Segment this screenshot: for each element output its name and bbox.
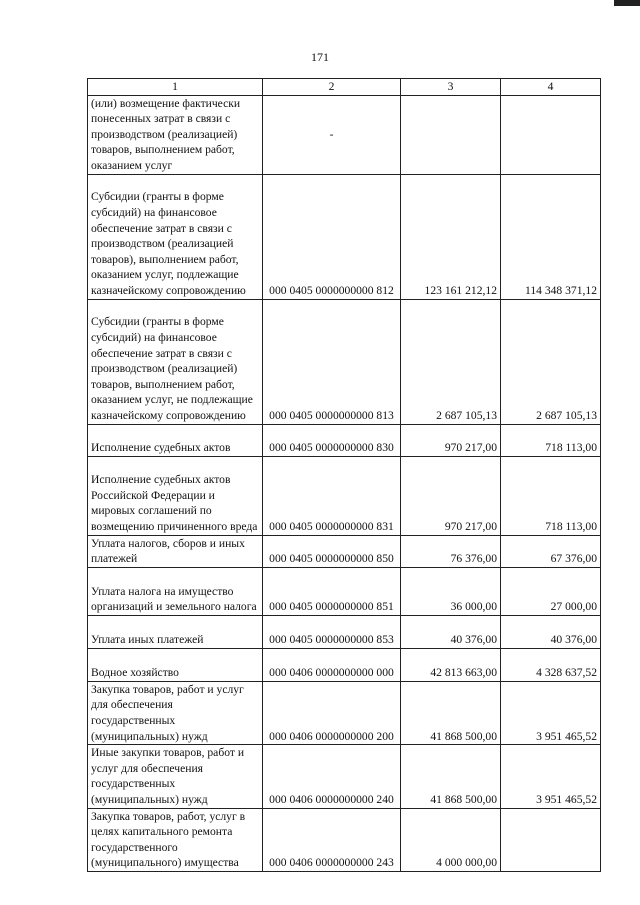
row-name: Исполнение судебных актов Российской Федерации и мировых соглашений по возмещению причиненного вреда <box>88 456 263 535</box>
row-sum-1: 42 813 663,00 <box>401 648 501 681</box>
table-row <box>88 808 601 871</box>
row-sum-2: 718 113,00 <box>501 424 601 456</box>
table-row <box>88 648 601 681</box>
row-sum-1: 41 868 500,00 <box>401 745 501 808</box>
row-code: 000 0406 0000000000 000 <box>263 648 401 681</box>
row-sum-1: 970 217,00 <box>401 424 501 456</box>
table-row <box>88 456 601 535</box>
row-sum-2: 4 328 637,52 <box>501 648 601 681</box>
row-sum-1: 970 217,00 <box>401 456 501 535</box>
row-sum-1 <box>401 95 501 174</box>
row-sum-2: 27 000,00 <box>501 567 601 615</box>
row-name: Уплата налога на имущество организаций и земельного налога <box>88 567 263 615</box>
row-sum-1: 4 000 000,00 <box>401 808 501 871</box>
row-sum-2: 67 376,00 <box>501 535 601 567</box>
row-sum-1: 41 868 500,00 <box>401 681 501 744</box>
budget-table <box>87 78 601 872</box>
row-sum-2: 2 687 105,13 <box>501 299 601 424</box>
row-code: 000 0405 0000000000 850 <box>263 535 401 567</box>
table-row <box>88 174 601 299</box>
row-name: Субсидии (гранты в форме субсидий) на финансовое обеспечение затрат в связи с производством (реализацией товаров), выполнением работ, оказанием услуг, подлежащие казначейскому сопровождению <box>88 174 263 299</box>
table-row <box>88 745 601 808</box>
page-number: 171 <box>311 50 329 64</box>
row-name: Водное хозяйство <box>88 648 263 681</box>
row-sum-2: 3 951 465,52 <box>501 681 601 744</box>
row-sum-2: 718 113,00 <box>501 456 601 535</box>
row-sum-1: 36 000,00 <box>401 567 501 615</box>
row-code: 000 0405 0000000000 830 <box>263 424 401 456</box>
row-name: Уплата налогов, сборов и иных платежей <box>88 535 263 567</box>
row-sum-2 <box>501 808 601 871</box>
row-sum-2: 114 348 371,12 <box>501 174 601 299</box>
row-sum-1: 123 161 212,12 <box>401 174 501 299</box>
table-row <box>88 535 601 567</box>
row-code: 000 0405 0000000000 831 <box>263 456 401 535</box>
table-row <box>88 615 601 648</box>
row-sum-1: 40 376,00 <box>401 615 501 648</box>
table-row <box>88 681 601 744</box>
column-header: 2 <box>263 79 401 96</box>
row-name: Исполнение судебных актов <box>88 424 263 456</box>
row-sum-2 <box>501 95 601 174</box>
corner-mark <box>614 0 640 6</box>
row-sum-2: 40 376,00 <box>501 615 601 648</box>
row-name: Иные закупки товаров, работ и услуг для обеспечения государственных (муниципальных) нужд <box>88 745 263 808</box>
row-sum-1: 76 376,00 <box>401 535 501 567</box>
table-row <box>88 95 601 174</box>
row-code: 000 0406 0000000000 243 <box>263 808 401 871</box>
row-code: 000 0406 0000000000 240 <box>263 745 401 808</box>
row-name: Субсидии (гранты в форме субсидий) на финансовое обеспечение затрат в связи с производством (реализацией) товаров, выполнением работ, оказанием услуг, не подлежащие казначейскому сопровождению <box>88 299 263 424</box>
table-header-row <box>88 79 601 96</box>
row-sum-2: 3 951 465,52 <box>501 745 601 808</box>
row-code: - <box>263 95 401 174</box>
row-sum-1: 2 687 105,13 <box>401 299 501 424</box>
column-header: 4 <box>501 79 601 96</box>
table-row <box>88 424 601 456</box>
row-name: Закупка товаров, работ, услуг в целях капитального ремонта государственного (муниципального) имущества <box>88 808 263 871</box>
table-row <box>88 299 601 424</box>
column-header: 1 <box>88 79 263 96</box>
row-code: 000 0406 0000000000 200 <box>263 681 401 744</box>
row-name: Уплата иных платежей <box>88 615 263 648</box>
row-code: 000 0405 0000000000 851 <box>263 567 401 615</box>
row-code: 000 0405 0000000000 853 <box>263 615 401 648</box>
column-header: 3 <box>401 79 501 96</box>
row-code: 000 0405 0000000000 813 <box>263 299 401 424</box>
row-code: 000 0405 0000000000 812 <box>263 174 401 299</box>
row-name: (или) возмещение фактически понесенных затрат в связи с производством (реализацией) товаров, выполнением работ, оказанием услуг <box>88 95 263 174</box>
table-row <box>88 567 601 615</box>
row-name: Закупка товаров, работ и услуг для обеспечения государственных (муниципальных) нужд <box>88 681 263 744</box>
